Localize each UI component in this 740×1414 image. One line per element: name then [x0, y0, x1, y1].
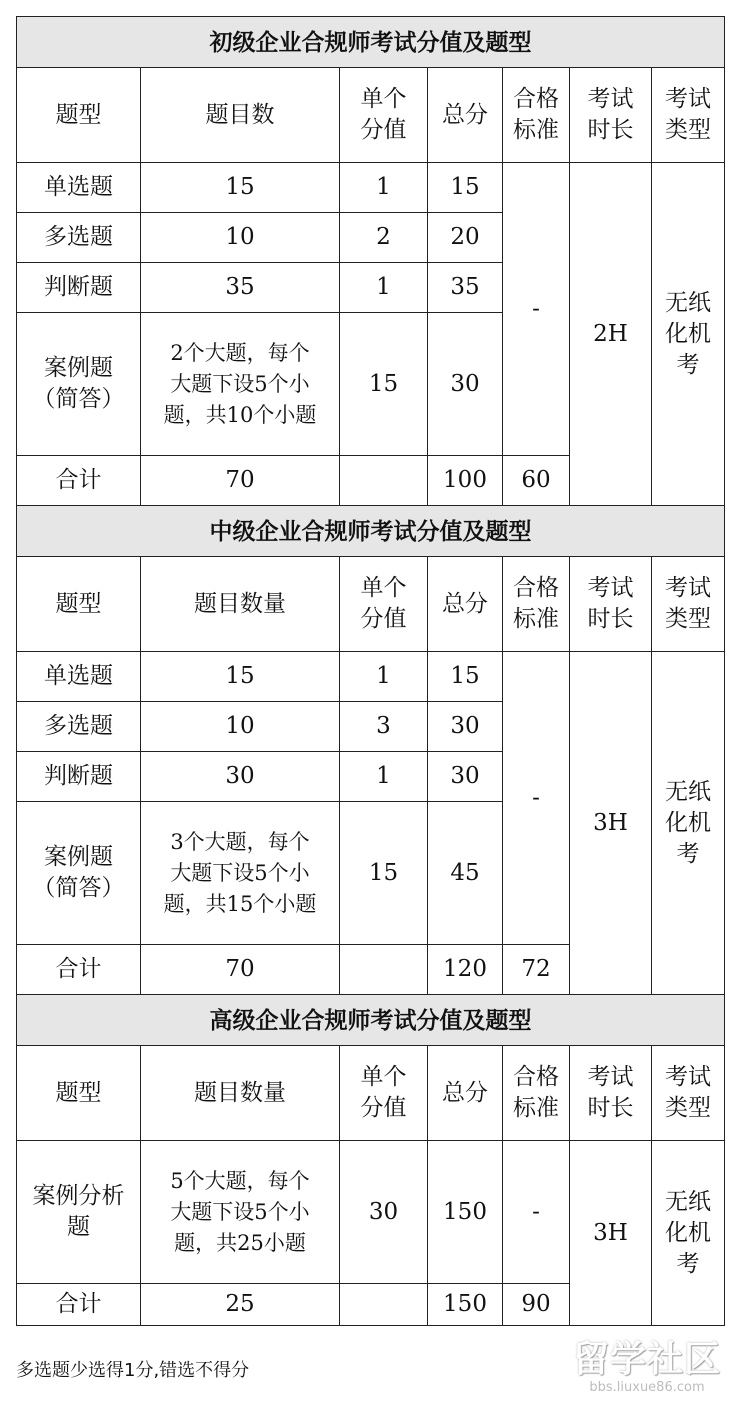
header-cell: 总分	[428, 557, 503, 652]
section-title: 高级企业合规师考试分值及题型	[17, 995, 725, 1046]
question-count-cell: 15	[141, 163, 340, 213]
header-cell: 考试 时长	[570, 557, 652, 652]
total-score-cell: 15	[428, 163, 503, 213]
total-score-cell: 20	[428, 213, 503, 263]
pass-standard-cell: -	[503, 652, 570, 945]
question-type-cell: 单选题	[17, 652, 141, 702]
header-cell: 题目数量	[141, 557, 340, 652]
table-row	[17, 163, 725, 213]
section-title-row	[17, 17, 725, 68]
header-cell: 考试 类型	[652, 68, 725, 163]
sum-count: 25	[141, 1284, 340, 1326]
total-score-cell: 45	[428, 802, 503, 945]
question-type-cell: 多选题	[17, 702, 141, 752]
section-title-row	[17, 995, 725, 1046]
sum-total: 150	[428, 1284, 503, 1326]
question-count-cell: 15	[141, 652, 340, 702]
sum-total: 120	[428, 945, 503, 995]
question-count-cell: 10	[141, 702, 340, 752]
question-type-cell: 案例题 （简答）	[17, 313, 141, 456]
header-cell: 题型	[17, 68, 141, 163]
total-score-cell: 30	[428, 702, 503, 752]
sum-label: 合计	[17, 456, 141, 506]
pass-standard-cell: -	[503, 163, 570, 456]
table-row	[17, 1141, 725, 1284]
header-cell: 总分	[428, 1046, 503, 1141]
exam-mode-cell: 无纸 化机 考	[652, 163, 725, 506]
section-title-row	[17, 506, 725, 557]
header-cell: 题目数	[141, 68, 340, 163]
total-score-cell: 30	[428, 313, 503, 456]
sum-pass: 90	[503, 1284, 570, 1326]
exam-mode-cell: 无纸 化机 考	[652, 652, 725, 995]
header-row	[17, 557, 725, 652]
unit-score-cell: 2	[340, 213, 428, 263]
header-cell: 合格 标准	[503, 1046, 570, 1141]
unit-score-cell: 1	[340, 752, 428, 802]
total-score-cell: 30	[428, 752, 503, 802]
header-cell: 考试 时长	[570, 68, 652, 163]
sum-count: 70	[141, 456, 340, 506]
header-cell: 单个 分值	[340, 557, 428, 652]
unit-score-cell: 1	[340, 163, 428, 213]
unit-score-cell: 1	[340, 652, 428, 702]
question-count-cell: 10	[141, 213, 340, 263]
question-type-cell: 判断题	[17, 263, 141, 313]
exam-duration-cell: 3H	[570, 1141, 652, 1326]
sum-total: 100	[428, 456, 503, 506]
sum-unit	[340, 1284, 428, 1326]
total-score-cell: 15	[428, 652, 503, 702]
header-cell: 考试 类型	[652, 1046, 725, 1141]
sum-label: 合计	[17, 945, 141, 995]
sum-unit	[340, 456, 428, 506]
unit-score-cell: 1	[340, 263, 428, 313]
table-row	[17, 652, 725, 702]
header-cell: 题目数量	[141, 1046, 340, 1141]
question-type-cell: 单选题	[17, 163, 141, 213]
header-cell: 合格 标准	[503, 557, 570, 652]
total-score-cell: 35	[428, 263, 503, 313]
watermark-url: bbs.liuxue86.com	[589, 1380, 705, 1395]
header-row	[17, 68, 725, 163]
exam-mode-cell: 无纸 化机 考	[652, 1141, 725, 1326]
header-cell: 单个 分值	[340, 68, 428, 163]
footer-note: 多选题少选得1分,错选不得分	[16, 1360, 250, 1381]
header-cell: 考试 类型	[652, 557, 725, 652]
question-count-cell: 2个大题，每个 大题下设5个小 题，共10个小题	[141, 313, 340, 456]
header-row	[17, 1046, 725, 1141]
question-type-cell: 判断题	[17, 752, 141, 802]
question-count-cell: 30	[141, 752, 340, 802]
question-type-cell: 案例题 （简答）	[17, 802, 141, 945]
question-type-cell: 多选题	[17, 213, 141, 263]
sum-pass: 72	[503, 945, 570, 995]
unit-score-cell: 15	[340, 313, 428, 456]
header-cell: 总分	[428, 68, 503, 163]
exam-score-table	[16, 16, 725, 1326]
header-cell: 单个 分值	[340, 1046, 428, 1141]
header-cell: 题型	[17, 1046, 141, 1141]
watermark-logo	[566, 1340, 728, 1402]
section-title: 中级企业合规师考试分值及题型	[17, 506, 725, 557]
watermark-text: 留学社区	[572, 1339, 721, 1380]
sum-label: 合计	[17, 1284, 141, 1326]
question-count-cell: 3个大题，每个 大题下设5个小 题，共15个小题	[141, 802, 340, 945]
sum-pass: 60	[503, 456, 570, 506]
question-type-cell: 案例分析 题	[17, 1141, 141, 1284]
exam-duration-cell: 3H	[570, 652, 652, 995]
question-count-cell: 35	[141, 263, 340, 313]
total-score-cell: 150	[428, 1141, 503, 1284]
section-title: 初级企业合规师考试分值及题型	[17, 17, 725, 68]
unit-score-cell: 30	[340, 1141, 428, 1284]
header-cell: 题型	[17, 557, 141, 652]
question-count-cell: 5个大题，每个 大题下设5个小 题，共25小题	[141, 1141, 340, 1284]
pass-standard-cell: -	[503, 1141, 570, 1284]
header-cell: 合格 标准	[503, 68, 570, 163]
header-cell: 考试 时长	[570, 1046, 652, 1141]
exam-duration-cell: 2H	[570, 163, 652, 506]
unit-score-cell: 3	[340, 702, 428, 752]
sum-count: 70	[141, 945, 340, 995]
unit-score-cell: 15	[340, 802, 428, 945]
sum-unit	[340, 945, 428, 995]
